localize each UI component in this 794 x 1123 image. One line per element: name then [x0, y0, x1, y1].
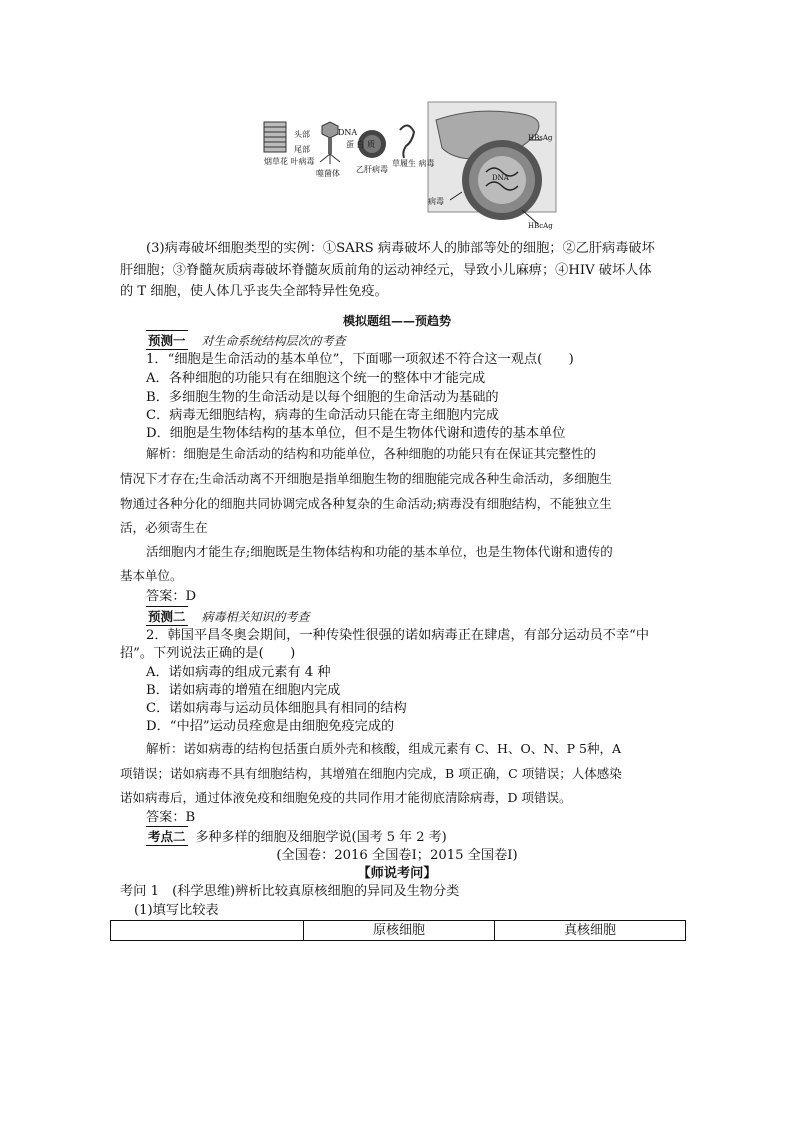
q2-analysis-1: 解析：诺如病毒的结构包括蛋白质外壳和核酸，组成元素有 C、H、O、N、P 5种，A [146, 741, 621, 756]
fig-label-protein: 蛋 白 质 [346, 140, 376, 149]
rabies-virus-drawing [400, 125, 414, 158]
q2-option-b: B．诺如病毒的增殖在细胞内完成 [146, 683, 341, 698]
q2-analysis-3: 诺如病毒后，通过体液免疫和细胞免疫的共同作用才能彻底清除病毒，D 项错误。 [120, 790, 572, 805]
q1-analysis-4: 活，必须寄生在 [120, 520, 208, 535]
q2-analysis-2: 项错误；诺如病毒不具有细胞结构，其增殖在细胞内完成，B 项正确，C 项错误；人体感染 [120, 766, 622, 781]
p3-line-1: (3)病毒破坏细胞类型的实例：①SARS 病毒破坏人的肺部等处的细胞；②乙肝病毒破坏 [146, 241, 655, 256]
q1-analysis-1: 解析：细胞是生命活动的结构和功能单位，各种细胞的功能只有在保证其完整性的 [146, 446, 597, 461]
prediction-2-title: 病毒相关知识的考查 [201, 610, 310, 624]
q1-option-d: D．细胞是生物体结构的基本单位，但不是生物体代谢和遗传的基本单位 [146, 426, 566, 441]
prediction-2-heading [146, 606, 310, 626]
fig-label-dna2: DNA [492, 174, 509, 182]
q1-option-c: C．病毒无细胞结构，病毒的生命活动只能在寄主细胞内完成 [146, 408, 499, 423]
prediction-1-title: 对生命系统结构层次的考查 [201, 334, 346, 348]
q2-option-a: A．诺如病毒的组成元素有 4 种 [146, 665, 331, 680]
virus-illustration [260, 100, 560, 232]
fig-label-virus: 病毒 [428, 197, 444, 206]
fig-label-hbsag: HBsAg [528, 134, 553, 142]
table-header-prokaryotic: 原核细胞 [304, 921, 495, 940]
q1-option-b: B．多细胞生物的生命活动是以每个细胞的生命活动为基础的 [146, 390, 499, 405]
table-header-eukaryotic: 真核细胞 [563, 923, 616, 938]
q2-stem-1: 2．韩国平昌冬奥会期间，一种传染性很强的诺如病毒正在肆虐，有部分运动员不幸“中 [146, 628, 650, 643]
tobacco-mosaic-virus-drawing [264, 122, 286, 152]
q1-analysis-3: 物通过各种分化的细胞共同协调完成各种复杂的生命活动;病毒没有细胞结构，不能独立生 [120, 496, 612, 511]
q1-answer: 答案：D [146, 589, 197, 604]
prediction-1-tag: 预测一 [146, 330, 188, 350]
q2-stem-2: 招”。下列说法正确的是( ) [120, 646, 296, 661]
prediction-2-tag: 预测二 [146, 606, 188, 626]
fig-label-hbcag: HBcAg [528, 222, 553, 230]
q1-analysis-6: 基本单位。 [120, 568, 183, 583]
keypoint-2-heading [146, 826, 447, 846]
fig-label-tobacco: 烟草花 叶病毒 [264, 157, 315, 166]
q2-option-c: C．诺如病毒与运动员体细胞具有相同的结构 [146, 701, 407, 716]
fig-label-hbv: 乙肝病毒 [356, 165, 388, 174]
fill-table-label: (1)填写比较表 [134, 903, 219, 918]
fig-label-rabies: 草履生 病毒 [392, 159, 435, 168]
q1-analysis-2: 情况下才存在;生命活动离不开细胞是指单细胞生物的细胞能完成各种生命活动，多细胞生 [120, 471, 612, 486]
fig-label-tail: 尾部 [294, 145, 310, 154]
virus-figure [260, 100, 560, 232]
fig-label-phage: 噬菌体 [316, 169, 340, 178]
q2-option-d: D．“中招”运动员痊愈是由细胞免疫完成的 [146, 719, 395, 734]
keypoint-2-tag: 考点二 [146, 826, 188, 846]
prediction-1-heading [146, 330, 346, 350]
section-title: 模拟题组——预趋势 [342, 314, 451, 328]
comparison-table [110, 920, 686, 941]
q1-stem: 1．“细胞是生命活动的基本单位”，下面哪一项叙述不符合这一观点( ) [146, 352, 574, 367]
keypoint-2-title: 多种多样的细胞及细胞学说(国考 5 年 2 考) [195, 830, 447, 845]
fig-label-head: 头部 [294, 130, 310, 139]
q1-analysis-5: 活细胞内才能生存;细胞既是生物体结构和功能的基本单位，也是生物体代谢和遗传的 [146, 544, 613, 559]
kaowen-1: 考问 1 (科学思维)辨析比较真原核细胞的异同及生物分类 [120, 884, 460, 899]
phage-drawing [320, 122, 340, 164]
exam-line: (全国卷：2016 全国卷Ⅰ；2015 全国卷Ⅰ) [276, 848, 518, 863]
q2-answer: 答案：B [146, 810, 196, 825]
teacher-heading: 【师说考问】 [357, 866, 437, 881]
p3-line-2: 肝细胞；③脊髓灰质病毒破坏脊髓灰质前角的运动神经元，导致小儿麻痹；④HIV 破坏人体 [120, 263, 652, 278]
q1-option-a: A．各种细胞的功能只有在细胞这个统一的整体中才能完成 [146, 371, 486, 386]
table-header-empty [111, 921, 304, 940]
p3-line-3: 的 T 细胞，使人体几乎丧失全部特异性免疫。 [120, 284, 388, 299]
fig-label-dna: DNA [338, 128, 358, 137]
